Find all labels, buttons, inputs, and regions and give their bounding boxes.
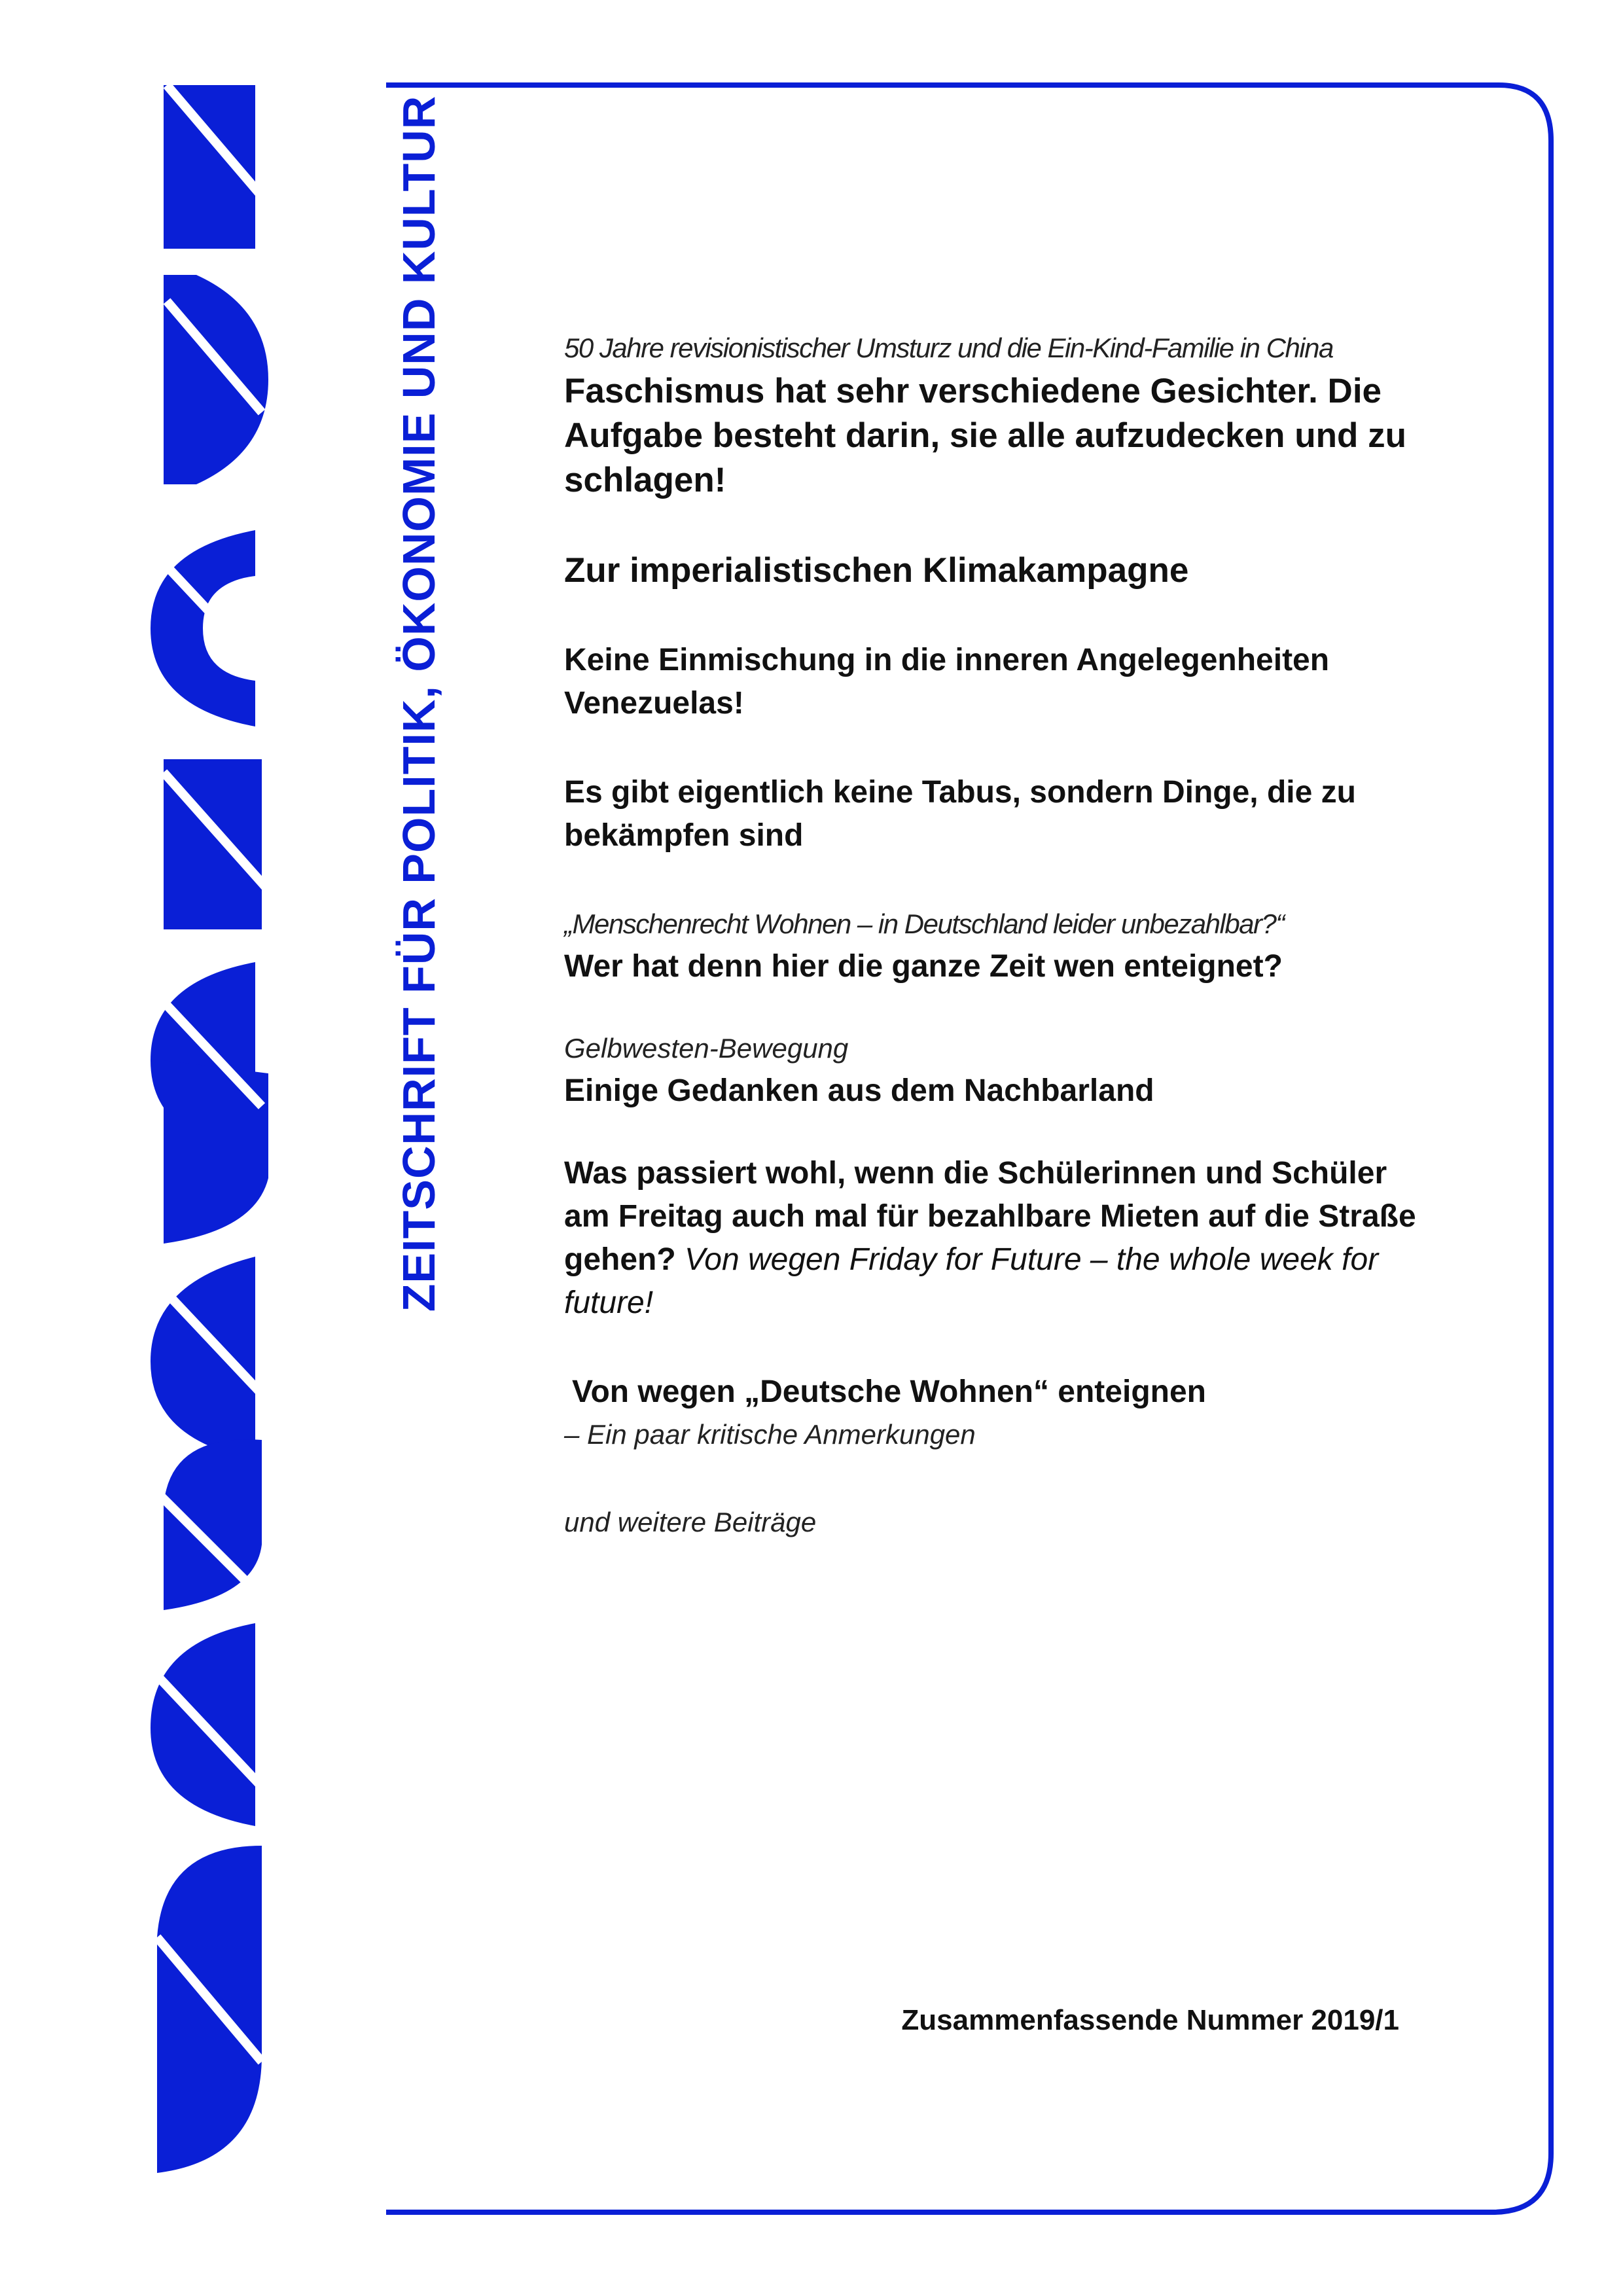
article-headline: Zur imperialistischen Klimakampagne xyxy=(564,551,1189,590)
article-item[interactable] xyxy=(564,1501,1428,1543)
logo-letter-n xyxy=(164,1060,268,1244)
logo-letter-n2 xyxy=(157,1846,262,2173)
article-item[interactable] xyxy=(564,327,1428,503)
table-of-contents xyxy=(564,327,1428,1589)
article-kicker: – Ein paar kritische Anmerkungen xyxy=(564,1419,976,1450)
article-headline: Keine Einmischung in die inneren Angelegenheiten Venezuelas! xyxy=(564,643,1330,721)
article-kicker: „Menschenrecht Wohnen – in Deutschland leider unbezahlbar?“ xyxy=(564,908,1284,939)
logo-letter-h xyxy=(164,275,268,484)
logo-letter-c xyxy=(151,530,255,726)
article-headline: Von wegen „Deutsche Wohnen“ enteignen xyxy=(572,1374,1206,1409)
article-tail: Von wegen Friday for Future – the whole week for future! xyxy=(564,1242,1379,1320)
article-item[interactable] xyxy=(564,1028,1428,1113)
article-item[interactable] xyxy=(564,639,1428,725)
article-headline: Faschismus hat sehr verschiedene Gesichter. Die Aufgabe besteht darin, sie alle aufzudecken und zu schlagen! xyxy=(564,372,1406,499)
article-item[interactable] xyxy=(564,1371,1428,1456)
issue-number: Zusammenfassende Nummer 2019/1 xyxy=(901,2004,1399,2036)
masthead-tagline: ZEITSCHRIFT FÜR POLITIK, ÖKONOMIE UND KULTUR xyxy=(393,95,444,1312)
article-kicker: und weitere Beiträge xyxy=(564,1507,817,1537)
article-kicker: Gelbwesten-Bewegung xyxy=(564,1033,849,1064)
masthead-logo xyxy=(0,0,366,2296)
article-headline: Einige Gedanken aus dem Nachbarland xyxy=(564,1073,1154,1108)
article-headline: Was passiert wohl, wenn die Schülerinnen und Schüler am Freitag auch mal für bezahlbare Mieten auf die Straße gehen? xyxy=(564,1156,1416,1277)
article-item[interactable] xyxy=(564,903,1428,988)
article-kicker: 50 Jahre revisionistischer Umsturz und die Ein-Kind-Familie in China xyxy=(564,332,1333,363)
article-headline: Wer hat denn hier die ganze Zeit wen enteignet? xyxy=(564,949,1283,984)
article-headline: Es gibt eigentlich keine Tabus, sondern Dinge, die zu bekämpfen sind xyxy=(564,775,1356,853)
article-item[interactable] xyxy=(564,1152,1428,1325)
article-item[interactable] xyxy=(564,548,1428,593)
article-item[interactable] xyxy=(564,771,1428,857)
